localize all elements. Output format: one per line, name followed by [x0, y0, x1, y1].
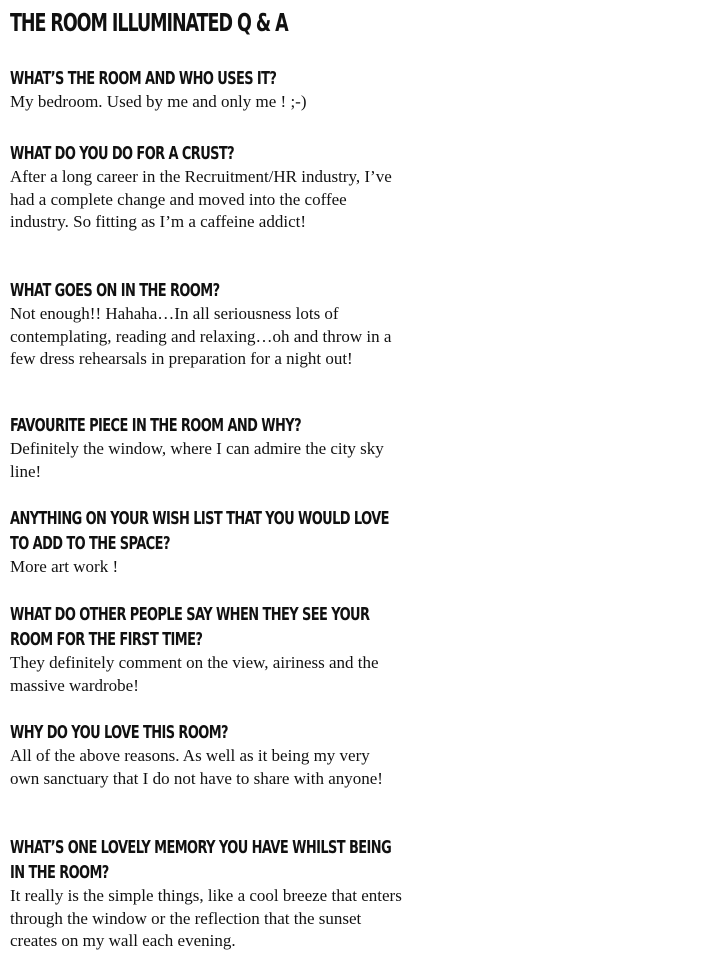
answer-text: It really is the simple things, like a cool breeze that enters through the window or the reflection that the sunset creates on my wall each evening.: [10, 886, 402, 951]
qa-item-favourite-piece: [10, 413, 402, 483]
qa-item-crust: [10, 141, 402, 234]
answer-text: They definitely comment on the view, airiness and the massive wardrobe!: [10, 653, 379, 695]
qa-item-what-goes-on: [10, 278, 402, 371]
answer-text: After a long career in the Recruitment/HR industry, I’ve had a complete change and moved into the coffee industry. So fitting as I’m a caffeine addict!: [10, 167, 392, 232]
qa-item-wish-list: [10, 506, 402, 579]
answer-text: My bedroom. Used by me and only me ! ;-): [10, 92, 307, 111]
answer-text: Definitely the window, where I can admire the city sky line!: [10, 439, 384, 481]
question-heading: WHY DO YOU LOVE THIS ROOM?: [10, 722, 228, 743]
qa-item-lovely-memory: [10, 835, 402, 953]
question-heading: ANYTHING ON YOUR WISH LIST THAT YOU WOULD LOVE TO ADD TO THE SPACE?: [10, 508, 389, 554]
question-heading: WHAT DO YOU DO FOR A CRUST?: [10, 143, 235, 164]
qa-item-room-and-users: [10, 66, 402, 114]
answer-text: Not enough!! Hahaha…In all seriousness lots of contemplating, reading and relaxing…oh and throw in a few dress rehearsals in preparation for a night out!: [10, 304, 392, 369]
qa-item-other-people: [10, 602, 402, 697]
qa-item-why-love: [10, 720, 402, 790]
answer-text: More art work !: [10, 557, 119, 576]
page-title: THE ROOM ILLUMINATED Q & A: [10, 8, 288, 37]
question-heading: WHAT’S THE ROOM AND WHO USES IT?: [10, 68, 277, 89]
question-heading: WHAT DO OTHER PEOPLE SAY WHEN THEY SEE YOUR ROOM FOR THE FIRST TIME?: [10, 604, 370, 650]
question-heading: WHAT GOES ON IN THE ROOM?: [10, 280, 220, 301]
answer-text: All of the above reasons. As well as it being my very own sanctuary that I do not have to share with anyone!: [10, 746, 383, 788]
question-heading: FAVOURITE PIECE IN THE ROOM AND WHY?: [10, 415, 302, 436]
question-heading: WHAT’S ONE LOVELY MEMORY YOU HAVE WHILST BEING IN THE ROOM?: [10, 837, 392, 883]
